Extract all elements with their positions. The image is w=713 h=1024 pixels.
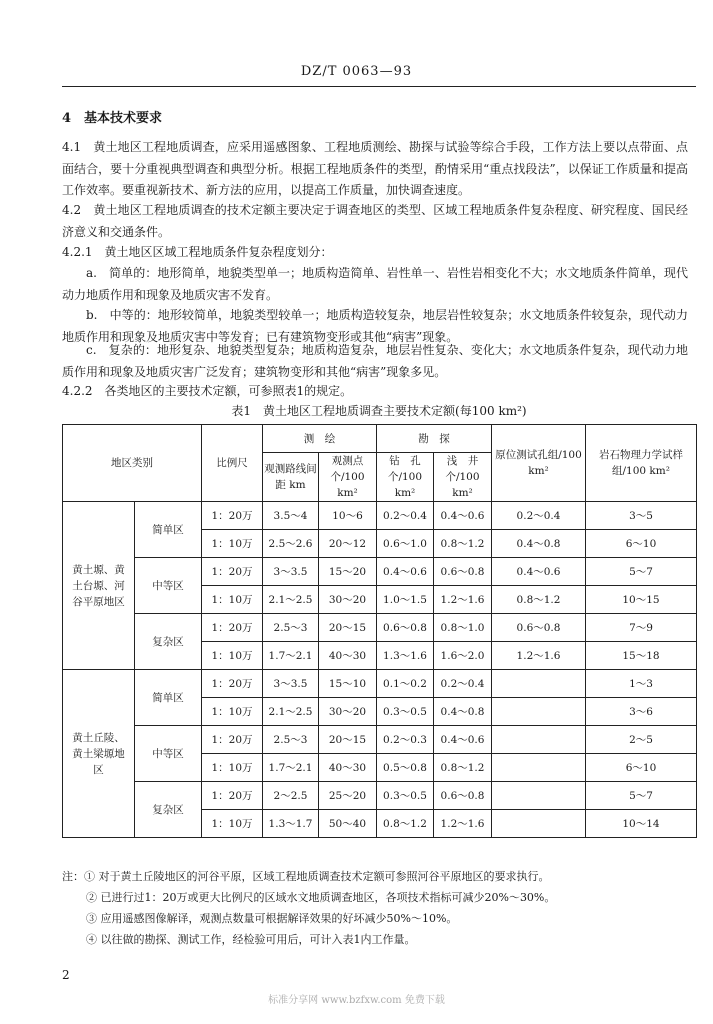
data-cell: 1：20万 bbox=[202, 502, 263, 530]
region-cell: 黄土丘陵、黄土梁塬地区 bbox=[63, 670, 135, 838]
header-drill: 钻 孔个/100 km² bbox=[377, 453, 434, 502]
data-cell: 6～10 bbox=[586, 530, 697, 558]
data-cell: 10～6 bbox=[319, 502, 377, 530]
data-cell: 2～2.5 bbox=[263, 782, 319, 810]
data-cell: 5～7 bbox=[586, 782, 697, 810]
data-cell: 1：10万 bbox=[202, 642, 263, 670]
paragraph-b: b. 中等的：地形较简单，地貌类型较单一；地质构造较复杂，地层岩性较复杂；水文地质条件较复杂，现代动力地质作用和现象及地质灾害中等发育；已有建筑物变形或其他“病害”现象。 bbox=[62, 308, 688, 344]
data-cell: 0.6～1.0 bbox=[377, 530, 434, 558]
data-cell: 1：10万 bbox=[202, 530, 263, 558]
paragraph-4-2-2: 4.2.2 各类地区的主要技术定额，可参照表1的规定。 bbox=[62, 384, 353, 398]
header-rule bbox=[62, 86, 696, 87]
data-cell: 2～5 bbox=[586, 726, 697, 754]
technical-quota-table bbox=[62, 424, 697, 838]
data-cell: 1.2～1.6 bbox=[434, 586, 492, 614]
data-cell: 0.4～0.8 bbox=[492, 530, 586, 558]
complexity-cell: 中等区 bbox=[135, 726, 202, 782]
data-cell: 2.5～2.6 bbox=[263, 530, 319, 558]
data-cell: 40～30 bbox=[319, 754, 377, 782]
data-cell: 20～12 bbox=[319, 530, 377, 558]
data-cell bbox=[492, 670, 586, 698]
data-cell: 0.4～0.6 bbox=[434, 502, 492, 530]
data-cell: 1：20万 bbox=[202, 670, 263, 698]
table-row bbox=[63, 614, 697, 642]
data-cell: 1：10万 bbox=[202, 586, 263, 614]
data-cell: 1：20万 bbox=[202, 614, 263, 642]
page-number: 2 bbox=[62, 968, 70, 982]
data-cell: 1：10万 bbox=[202, 698, 263, 726]
note-2: ② 已进行过1：20万或更大比例尺的区域水文地质调查地区，各项技术指标可减少20%～30%。 bbox=[86, 891, 556, 904]
data-cell: 3～3.5 bbox=[263, 558, 319, 586]
data-cell: 3～6 bbox=[586, 698, 697, 726]
data-cell bbox=[492, 754, 586, 782]
data-cell: 0.8～1.2 bbox=[377, 810, 434, 838]
data-cell: 1：10万 bbox=[202, 754, 263, 782]
data-cell: 0.6～0.8 bbox=[377, 614, 434, 642]
data-cell: 0.6～0.8 bbox=[434, 782, 492, 810]
data-cell: 1：20万 bbox=[202, 726, 263, 754]
data-cell: 0.2～0.4 bbox=[492, 502, 586, 530]
data-cell bbox=[492, 698, 586, 726]
data-cell: 0.6～0.8 bbox=[492, 614, 586, 642]
data-cell: 1.2～1.6 bbox=[434, 810, 492, 838]
data-cell: 0.8～1.0 bbox=[434, 614, 492, 642]
note-4: ④ 以往做的勘探、测试工作，经检验可用后，可计入表1内工作量。 bbox=[86, 933, 416, 946]
data-cell: 1.7～2.1 bbox=[263, 642, 319, 670]
table-caption: 表1 黄土地区工程地质调查主要技术定额(每100 km²) bbox=[231, 404, 527, 418]
data-cell: 0.4～0.6 bbox=[434, 726, 492, 754]
data-cell: 0.8～1.2 bbox=[434, 530, 492, 558]
data-cell: 2.5～3 bbox=[263, 614, 319, 642]
complexity-cell: 复杂区 bbox=[135, 782, 202, 838]
data-cell: 3～3.5 bbox=[263, 670, 319, 698]
paragraph-4-2: 4.2 黄土地区工程地质调查的技术定额主要决定于调查地区的类型、区域工程地质条件复杂程度、研究程度、国民经济意义和交通条件。 bbox=[62, 203, 688, 239]
paragraph-4-1: 4.1 黄土地区工程地质调查，应采用遥感图象、工程地质测绘、勘探与试验等综合手段，工作方法上要以点带面、点面结合，要十分重视典型调查和典型分析。根据工程地质条件的类型，酌情采用“重点找段法”，以保证工作质量和提高工作效率。要重视新技术、新方法的应用，以提高工作质量，加快调查速度。 bbox=[62, 140, 688, 197]
table-row bbox=[63, 502, 697, 530]
paragraph-c: c. 复杂的：地形复杂、地貌类型复杂；地质构造复杂，地层岩性复杂、变化大；水文地质条件复杂，现代动力地质作用和现象及地质灾害广泛发育；建筑物变形和其他“病害”现象多见。 bbox=[62, 343, 688, 379]
data-cell: 1.3～1.6 bbox=[377, 642, 434, 670]
data-cell: 1～3 bbox=[586, 670, 697, 698]
data-cell: 0.3～0.5 bbox=[377, 782, 434, 810]
complexity-cell: 简单区 bbox=[135, 670, 202, 726]
data-cell bbox=[492, 782, 586, 810]
data-cell: 0.1～0.2 bbox=[377, 670, 434, 698]
data-cell: 0.4～0.6 bbox=[492, 558, 586, 586]
data-cell: 0.6～0.8 bbox=[434, 558, 492, 586]
region-cell: 黄土塬、黄土台塬、河谷平原地区 bbox=[63, 502, 135, 670]
table-row bbox=[63, 726, 697, 754]
header-region: 地区类别 bbox=[63, 425, 202, 502]
standard-code-header: DZ/T 0063—93 bbox=[300, 64, 413, 79]
data-cell bbox=[492, 726, 586, 754]
data-cell bbox=[492, 810, 586, 838]
table-row bbox=[63, 782, 697, 810]
paragraph-4-2-1: 4.2.1 黄土地区区域工程地质条件复杂程度划分： bbox=[62, 245, 333, 259]
data-cell: 0.2～0.4 bbox=[434, 670, 492, 698]
complexity-cell: 复杂区 bbox=[135, 614, 202, 670]
header-explore: 勘 探 bbox=[377, 425, 492, 453]
data-cell: 7～9 bbox=[586, 614, 697, 642]
header-lab: 岩石物理力学试样组/100 km² bbox=[586, 425, 697, 502]
data-cell: 1：20万 bbox=[202, 782, 263, 810]
header-obs-spacing: 观测路线间距 km bbox=[263, 453, 319, 502]
data-cell: 10～15 bbox=[586, 586, 697, 614]
data-cell: 30～20 bbox=[319, 586, 377, 614]
data-cell: 0.5～0.8 bbox=[377, 754, 434, 782]
data-cell: 0.8～1.2 bbox=[492, 586, 586, 614]
data-cell: 0.8～1.2 bbox=[434, 754, 492, 782]
data-cell: 2.5～3 bbox=[263, 726, 319, 754]
data-cell: 1.0～1.5 bbox=[377, 586, 434, 614]
data-cell: 15～10 bbox=[319, 670, 377, 698]
data-cell: 2.1～2.5 bbox=[263, 586, 319, 614]
data-cell: 1.6～2.0 bbox=[434, 642, 492, 670]
watermark: 标准分享网 www.bzfxw.com 免费下载 bbox=[268, 995, 445, 1006]
data-cell: 20～15 bbox=[319, 614, 377, 642]
data-cell: 0.3～0.5 bbox=[377, 698, 434, 726]
header-shallow: 浅 井个/100 km² bbox=[434, 453, 492, 502]
note-3: ③ 应用遥感图像解译，观测点数量可根据解译效果的好坏减少50%～10%。 bbox=[86, 912, 458, 925]
header-obs-points: 观测点个/100 km² bbox=[319, 453, 377, 502]
table-row bbox=[63, 558, 697, 586]
section-title: 4 基本技术要求 bbox=[62, 111, 163, 126]
data-cell: 40～30 bbox=[319, 642, 377, 670]
data-cell: 0.4～0.8 bbox=[434, 698, 492, 726]
header-scale: 比例尺 bbox=[202, 425, 263, 502]
header-survey: 测 绘 bbox=[263, 425, 377, 453]
paragraph-a: a. 简单的：地形简单，地貌类型单一；地质构造简单、岩性单一、岩性岩相变化不大；水文地质条件简单，现代动力地质作用和现象及地质灾害不发育。 bbox=[62, 266, 688, 302]
data-cell: 15～20 bbox=[319, 558, 377, 586]
data-cell: 50～40 bbox=[319, 810, 377, 838]
data-cell: 6～10 bbox=[586, 754, 697, 782]
data-cell: 3.5～4 bbox=[263, 502, 319, 530]
data-cell: 1：20万 bbox=[202, 558, 263, 586]
complexity-cell: 简单区 bbox=[135, 502, 202, 558]
data-cell: 3～5 bbox=[586, 502, 697, 530]
data-cell: 30～20 bbox=[319, 698, 377, 726]
data-cell: 5～7 bbox=[586, 558, 697, 586]
data-cell: 1：10万 bbox=[202, 810, 263, 838]
data-cell: 2.1～2.5 bbox=[263, 698, 319, 726]
data-cell: 25～20 bbox=[319, 782, 377, 810]
data-cell: 0.4～0.6 bbox=[377, 558, 434, 586]
data-cell: 1.2～1.6 bbox=[492, 642, 586, 670]
data-cell: 0.2～0.3 bbox=[377, 726, 434, 754]
data-cell: 10～14 bbox=[586, 810, 697, 838]
complexity-cell: 中等区 bbox=[135, 558, 202, 614]
note-1: 注：① 对于黄土丘陵地区的河谷平原，区域工程地质调查技术定额可参照河谷平原地区的要求执行。 bbox=[62, 870, 550, 883]
header-insitu: 原位测试孔组/100 km² bbox=[492, 425, 586, 502]
data-cell: 1.7～2.1 bbox=[263, 754, 319, 782]
data-cell: 0.2～0.4 bbox=[377, 502, 434, 530]
table-row bbox=[63, 670, 697, 698]
data-cell: 15～18 bbox=[586, 642, 697, 670]
data-cell: 20～15 bbox=[319, 726, 377, 754]
data-cell: 1.3～1.7 bbox=[263, 810, 319, 838]
table-notes bbox=[62, 866, 696, 950]
